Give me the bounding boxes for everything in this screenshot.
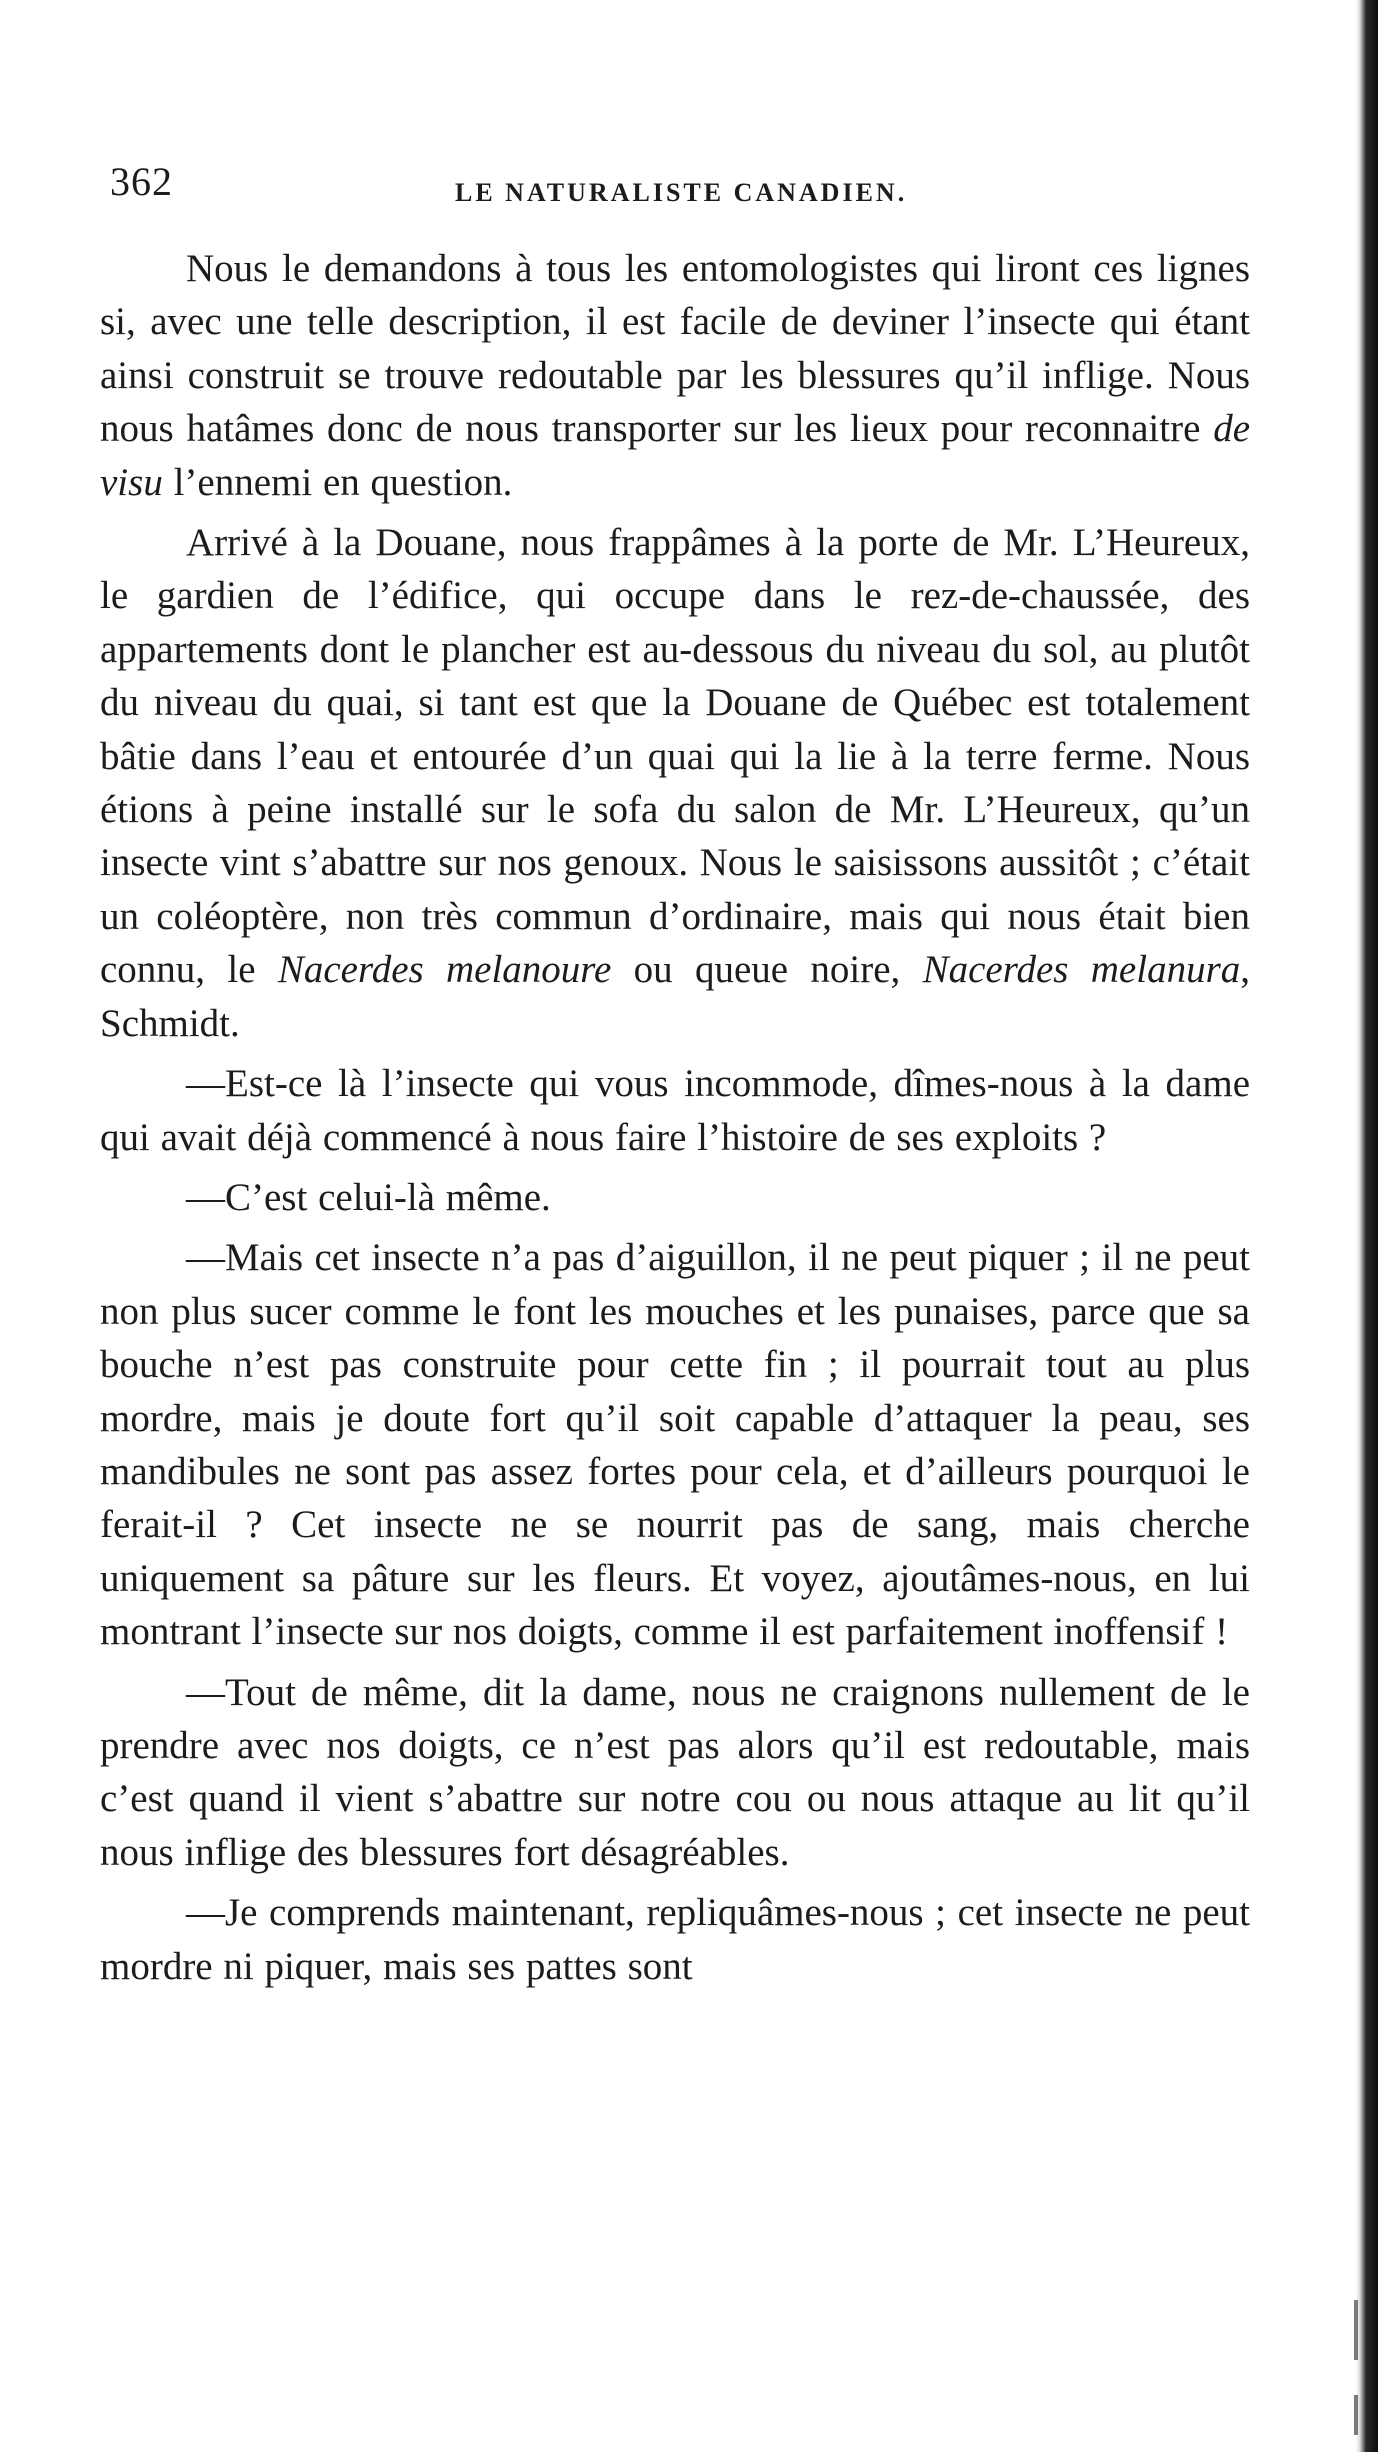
spine-mark [1354, 2395, 1358, 2435]
paragraph [100, 1886, 1250, 1993]
text-segment: —Est-ce là l’insecte qui vous incommode, dîmes-nous à la dame qui avait déjà commencé à nous faire l’histoire de ses exploits ? [100, 1062, 1250, 1159]
paragraph [100, 1231, 1250, 1658]
italic-segment: Nacerdes melanoure [277, 948, 612, 992]
text-segment: l’ennemi en question. [162, 460, 513, 504]
book-spine-shadow [1356, 0, 1378, 2452]
paragraph [100, 516, 1250, 1050]
body-text [100, 242, 1250, 2000]
text-segment: Arrivé à la Douane, nous frappâmes à la porte de Mr. L’Heureux, le gardien de l’édifice, qui occupe dans le rez-de-chaussée, des appartements dont le plancher est au-dessous du niveau du sol, au plutôt du niveau du quai, si tant est que la Douane de Québec est totalement bâtie dans l’eau et entourée d’un quai qui la lie à la terre ferme. Nous étions à peine installé sur le sofa du salon de Mr. L’Heureux, qu’un insecte vint s’abattre sur nos genoux. Nous le saisissons aussitôt ; c’était un coléoptère, non très commun d’ordinaire, mais qui nous était bien connu, le [100, 521, 1250, 992]
text-segment: —Mais cet insecte n’a pas d’aiguillon, il ne peut piquer ; il ne peut non plus sucer comme le font les mouches et les punaises, parce que sa bouche n’est pas construite pour cette fin ; il pourrait tout au plus mordre, mais je doute fort qu’il soit capable d’attaquer la peau, ses mandibules ne sont pas assez fortes pour cela, et d’ailleurs pourquoi le ferait-il ? Cet insecte ne se nourrit pas de sang, mais cherche uniquement sa pâture sur les fleurs. Et voyez, ajoutâmes-nous, en lui montrant l’insecte sur nos doigts, comme il est parfaitement inoffensif ! [100, 1236, 1250, 1654]
text-segment: —Je comprends maintenant, repliquâmes-nous ; cet insecte ne peut mordre ni piquer, mais ses pattes sont [100, 1891, 1250, 1988]
paragraph [100, 242, 1250, 509]
paragraph [100, 1057, 1250, 1164]
running-title: LE NATURALISTE CANADIEN. [455, 178, 908, 207]
spine-mark [1354, 2300, 1358, 2360]
italic-segment: de visu [100, 407, 1250, 504]
text-segment: —C’est celui-là même. [186, 1175, 551, 1219]
paragraph [100, 1171, 1250, 1224]
italic-segment: Nacerdes melanura [922, 948, 1241, 992]
text-segment: —Tout de même, dit la dame, nous ne craignons nullement de le prendre avec nos doigts, ce n’est pas alors qu’il est redoutable, mais c’est quand il vient s’abattre sur notre cou ou nous attaque au lit qu’il nous inflige des blessures fort désagréables. [100, 1670, 1250, 1874]
page-number: 362 [110, 159, 173, 204]
text-segment: , Schmidt. [100, 948, 1250, 1045]
text-segment: Nous le demandons à tous les entomologistes qui liront ces lignes si, avec une telle description, il est facile de deviner l’insecte qui étant ainsi construit se trouve redoutable par les blessures qu’il inflige. Nous nous hatâmes donc de nous transporter sur les lieux pour reconnaitre [100, 247, 1250, 451]
text-segment: ou queue noire, [611, 948, 923, 992]
page-header [110, 158, 1250, 218]
paragraph [100, 1666, 1250, 1880]
